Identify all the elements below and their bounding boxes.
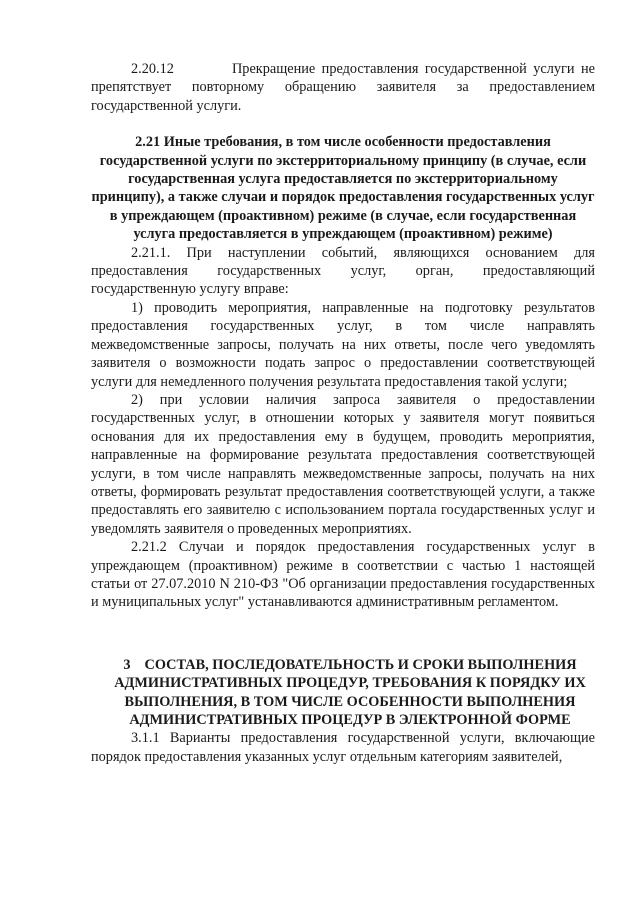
list-item-1: 1) проводить мероприятия, направленные на подготовку результатов предоставления государственных услуг, в том числе направлять межведомственные запросы, получать на них ответы, после чего уведомлять заявителя о возможности подать запрос о предоставлении соответствующей услуги для немедленного получения результата предоставления такой услуги; bbox=[91, 299, 595, 390]
paragraph-2-21-2: 2.21.2 Случаи и порядок предоставления государственных услуг в упреждающем (проактивном) режиме в соответствии с частью 1 настоящей статьи от 27.07.2010 N 210-ФЗ "Об организации предоставления государственных и муниципальных услуг" устанавливаются административным регламентом. bbox=[91, 539, 595, 611]
section-3-heading bbox=[91, 656, 595, 730]
document-page bbox=[91, 60, 595, 766]
section-3-number: 3 bbox=[123, 656, 131, 673]
paragraph-2-21-1: 2.21.1. При наступлении событий, являющихся основанием для предоставления государственных услуг, орган, предоставляющий государственную услугу вправе: bbox=[91, 244, 595, 298]
heading-2-21: 2.21 Иные требования, в том числе особенности предоставления государственной услуги по экстерриториальному принципу (в случае, если государственная услуга предоставляется по экстерриториальному принципу), а также случаи и порядок предоставления государственных услуг в упреждающем (проактивном) режиме (в случае, если государственная услуга предоставляется в упреждающем (проактивном) режиме) bbox=[91, 134, 595, 243]
section-spacer bbox=[91, 612, 595, 656]
list-item-2: 2) при условии наличия запроса заявителя о предоставлении государственных услуг, в отношении которых у заявителя могут появиться основания для их предоставления ему в будущем, проводить мероприятия, направленные на формирование результата предоставления соответствующей услуги, в том числе направлять межведомственные запросы, получать на них ответы, формировать результат предоставления соответствующей услуги, а также предоставлять его заявителю с использованием портала государственных услуг и уведомлять заявителя о проведенных мероприятиях. bbox=[91, 391, 595, 537]
section-3-title: СОСТАВ, ПОСЛЕДОВАТЕЛЬНОСТЬ И СРОКИ ВЫПОЛНЕНИЯ АДМИНИСТРАТИВНЫХ ПРОЦЕДУР, ТРЕБОВАНИЯ К ПОРЯДКУ ИХ ВЫПОЛНЕНИЯ, В ТОМ ЧИСЛЕ ОСОБЕННОСТИ ВЫПОЛНЕНИЯ АДМИНИСТРАТИВНЫХ ПРОЦЕДУР В ЭЛЕКТРОННОЙ ФОРМЕ bbox=[114, 656, 586, 728]
paragraph-2-20-12: 2.20.12 Прекращение предоставления государственной услуги не препятствует повторному обращению заявителя за предоставлением государственной услуги. bbox=[91, 61, 595, 114]
paragraph-3-1-1: 3.1.1 Варианты предоставления государственной услуги, включающие порядок предоставления указанных услуг отдельным категориям заявителей, bbox=[91, 730, 595, 765]
